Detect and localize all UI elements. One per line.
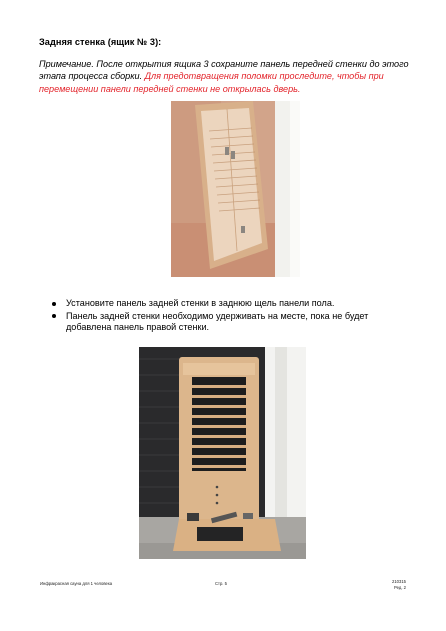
footer-revision xyxy=(392,579,406,591)
front-wall-panel-photo xyxy=(171,101,300,277)
note-warning: Для предотвращения поломки проследите, чтобы при перемещении панели передней стенки не открылась дверь. xyxy=(39,71,384,94)
assembly-note xyxy=(39,58,409,95)
instruction-item: Установите панель задней стенки в заднюю щель панели пола. xyxy=(52,298,407,310)
footer-page-number: Стр. 5 xyxy=(215,581,227,586)
instruction-list xyxy=(52,298,407,335)
footer-rev-label: Ред. 2 xyxy=(394,585,406,590)
section-heading: Задняя стенка (ящик № 3): xyxy=(39,37,162,47)
footer-doc-code: 210315 xyxy=(392,579,406,584)
back-wall-installed-photo xyxy=(139,347,306,559)
note-text: Примечание. После открытия ящика 3 сохраните панель передней стенки до этого этапа процесса сборки. xyxy=(39,59,409,82)
footer-product-name: Инфракрасная сауна для 1 человека xyxy=(40,581,113,586)
instruction-item: Панель задней стенки необходимо удерживать на месте, пока не будет добавлена панель правой стенки. xyxy=(52,311,407,334)
